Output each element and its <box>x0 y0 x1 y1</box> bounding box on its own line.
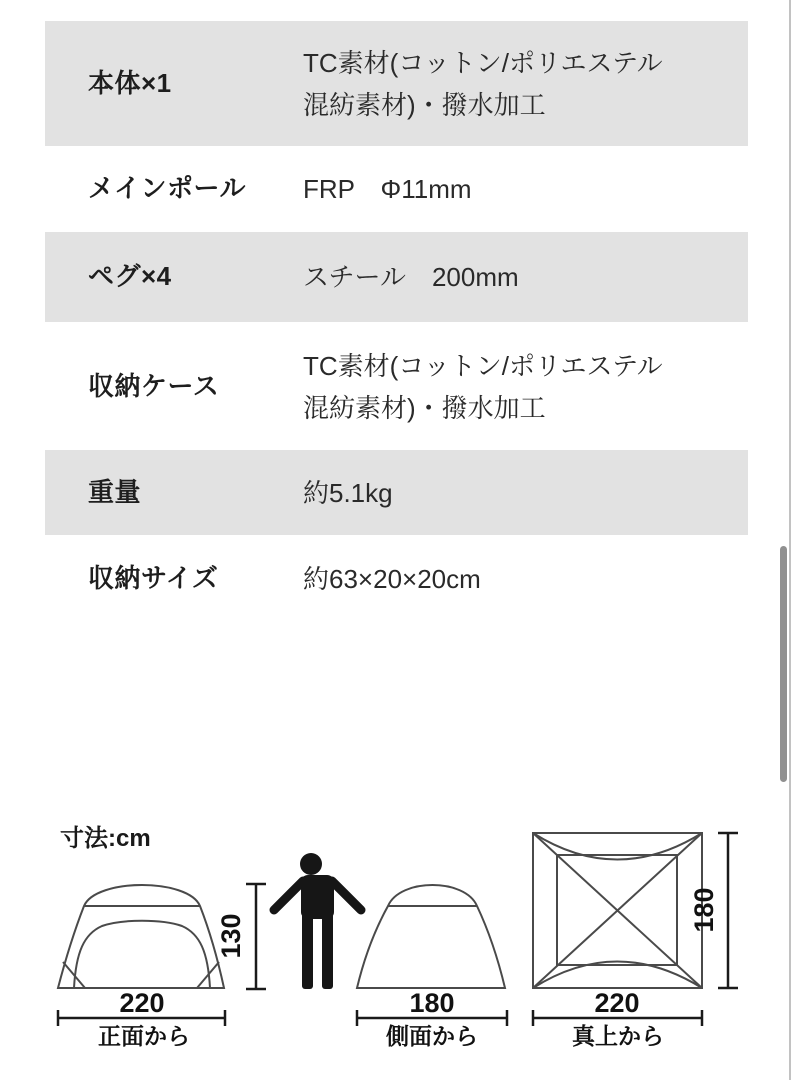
spec-row-body <box>45 21 748 146</box>
spec-row-pegs <box>45 232 748 322</box>
spec-row-main-pole <box>45 146 748 232</box>
spec-value <box>303 168 472 210</box>
spec-value <box>303 472 393 514</box>
side-view-caption: 側面から <box>386 1023 478 1049</box>
tent-front-view <box>58 885 224 988</box>
top-width-value: 220 <box>594 988 640 1018</box>
top-depth-value: 180 <box>689 887 719 933</box>
spec-value-line: 約63×20×20cm <box>303 563 481 594</box>
spec-label: 本体×1 <box>88 67 172 98</box>
tent-side-view <box>357 885 505 988</box>
front-view-caption: 正面から <box>98 1023 190 1049</box>
spec-value <box>303 345 663 429</box>
spec-label: 収納ケース <box>88 370 220 401</box>
diagram-unit-label: 寸法:cm <box>60 825 151 852</box>
spec-value-line: TC素材(コットン/ポリエステル <box>303 47 663 78</box>
spec-value <box>303 42 663 126</box>
spec-label: 重量 <box>88 476 142 507</box>
front-height-value: 130 <box>216 913 246 959</box>
spec-label: ペグ×4 <box>88 261 172 292</box>
spec-value-line: 混紡素材)・撥水加工 <box>303 392 546 423</box>
spec-label: 収納サイズ <box>88 562 219 593</box>
spec-value-line: 約5.1kg <box>303 477 393 508</box>
scrollbar-thumb[interactable] <box>780 546 787 782</box>
person-silhouette <box>274 853 361 989</box>
page-edge-divider <box>789 0 791 1080</box>
front-width-value: 220 <box>119 988 165 1018</box>
top-depth-dimension <box>718 833 738 988</box>
tent-top-view <box>533 833 702 988</box>
spec-value <box>303 558 481 600</box>
spec-row-storage-case <box>45 323 748 450</box>
dimension-diagram <box>0 800 793 1060</box>
spec-value <box>303 256 519 298</box>
spec-value-line: TC素材(コットン/ポリエステル <box>303 350 663 381</box>
spec-value-line: スチール 200mm <box>303 262 519 292</box>
spec-label: メインポール <box>88 173 246 204</box>
spec-row-packed-size <box>45 535 748 622</box>
top-view-caption: 真上から <box>572 1023 664 1049</box>
spec-row-weight <box>45 450 748 535</box>
spec-value-line: 混紡素材)・撥水加工 <box>303 89 546 120</box>
side-width-value: 180 <box>409 988 455 1018</box>
spec-value-line: FRP Φ11mm <box>303 174 472 204</box>
front-height-dimension <box>246 884 266 989</box>
